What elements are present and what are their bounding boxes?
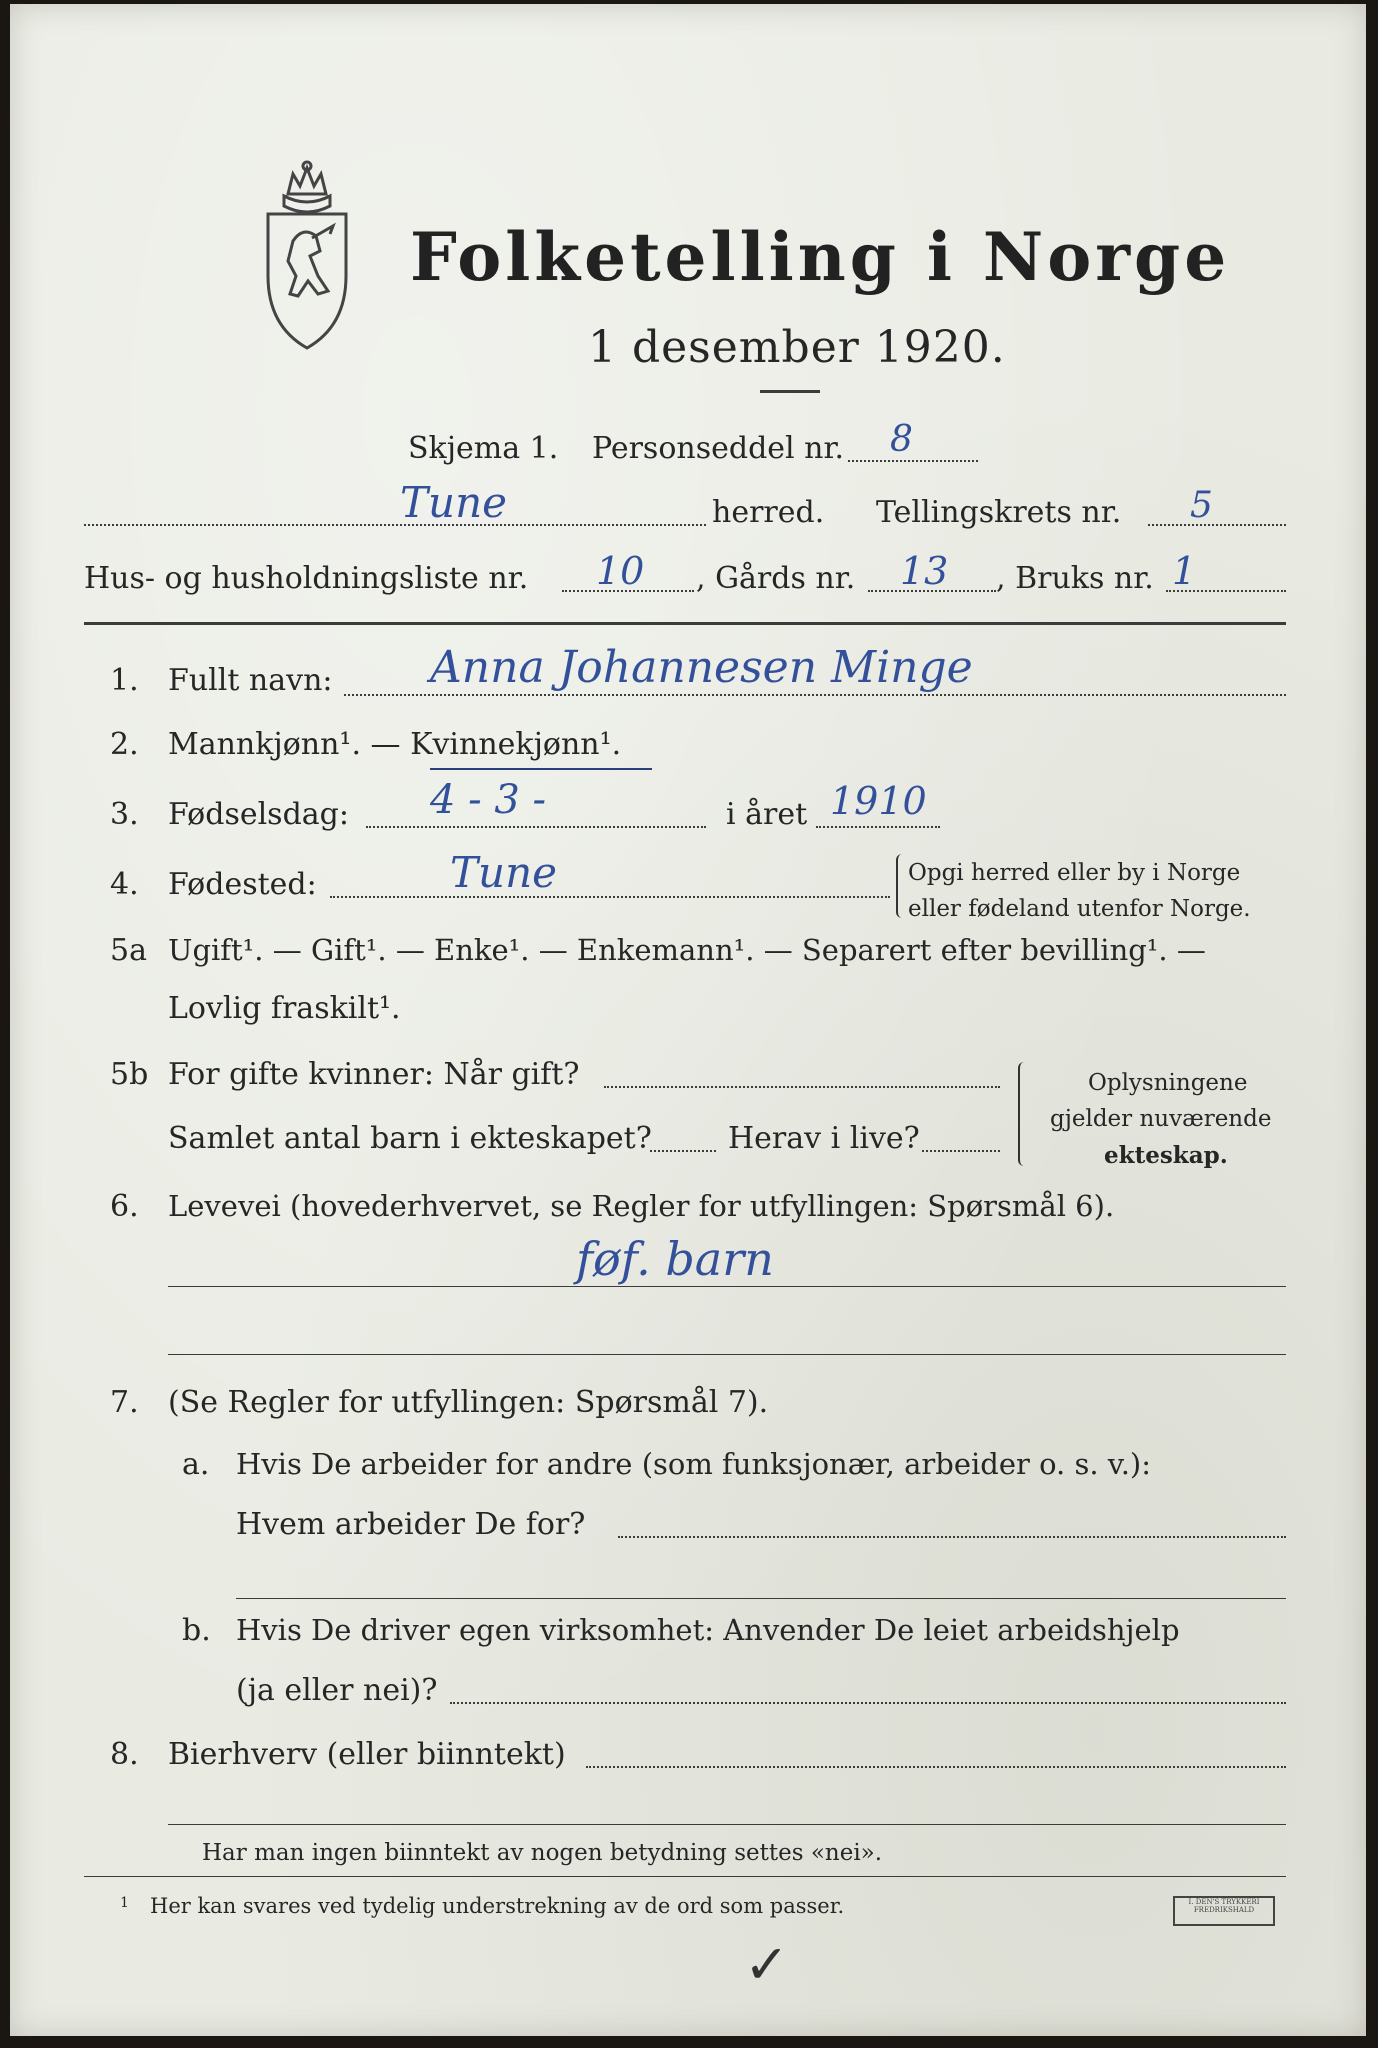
q7b-field-line [450,1702,1286,1704]
q7a-line-2: Hvem arbeider De for? [236,1507,586,1542]
printer-stamp: I. DEN'S TRYKKERI FREDRIKSHALD [1173,1896,1275,1926]
q8-label: Bierhverv (eller biinntekt) [168,1737,566,1772]
bruks-label: , Bruks nr. [996,561,1154,596]
q7b-letter: b. [182,1613,211,1648]
q4-number: 4. [110,867,139,902]
q5b-number: 5b [110,1057,149,1092]
q3-number: 3. [110,797,139,832]
q8-extra-line [168,1824,1286,1825]
tellingskrets-field[interactable]: 5 [1190,485,1213,526]
q5b-married-field-line [604,1086,1000,1088]
birth-year-field[interactable]: 1910 [830,779,927,823]
footnote-divider [84,1876,1286,1877]
q4-field-line [330,896,890,898]
gards-field[interactable]: 13 [900,549,949,593]
norway-coat-of-arms-icon [248,156,366,356]
q3-year-field-line [816,826,940,828]
birth-date-field[interactable]: 4 - 3 - [430,777,547,823]
q5b-note-brace [1018,1062,1028,1166]
q5a-line-2: Lovlig fraskilt¹. [168,991,401,1026]
q5a-line-1: Ugift¹. — Gift¹. — Enke¹. — Enkemann¹. — Separert efter bevilling¹. — [168,933,1206,967]
q1-label: Fullt navn: [168,663,333,698]
census-date: 1 desember 1920. [588,322,1006,373]
q5a-number: 5a [110,933,147,968]
tellingskrets-field-line [1148,524,1286,526]
q7a-extra-line [236,1598,1286,1599]
header-divider [84,622,1286,625]
q5b-alive-field-line [922,1150,1000,1152]
q7a-field-line [618,1536,1286,1538]
q7-label: (Se Regler for utfyllingen: Spørsmål 7). [168,1385,769,1420]
q7b-line-2: (ja eller nei)? [236,1673,438,1708]
personseddel-field-line [848,460,978,462]
footnote-text: Her kan svares ved tydelig understrekning av de ord som passer. [150,1894,845,1918]
schema-label: Skjema 1. [408,431,559,466]
q2-label: Mannkjønn¹. — Kvinnekjønn¹. [168,727,622,762]
bruks-field[interactable]: 1 [1172,549,1197,593]
birthplace-field[interactable]: Tune [450,848,557,897]
q7b-line-1: Hvis De driver egen virksomhet: Anvender De leiet arbeidshjelp [236,1613,1180,1647]
q1-number: 1. [110,663,139,698]
q7a-line-1: Hvis De arbeider for andre (som funksjonær, arbeider o. s. v.): [236,1447,1152,1481]
q4-label: Fødested: [168,867,317,902]
check-mark: ✓ [744,1933,790,1996]
herred-label: herred. [712,495,825,530]
q3-year-label: i året [726,797,808,832]
personseddel-label: Personseddel nr. [592,431,845,466]
footnote-mark: 1 [120,1895,129,1911]
q2-kvinnekjonn-underline [430,768,652,770]
q4-note-brace [896,854,906,918]
title-divider [760,390,820,393]
q7a-letter: a. [182,1447,210,1482]
q5b-children-field-line [650,1150,716,1152]
q6-line-1 [168,1286,1286,1287]
herred-field[interactable]: Tune [400,478,507,527]
q6-label: Levevei (hovederhvervet, se Regler for utfyllingen: Spørsmål 6). [168,1189,1115,1223]
census-form-page [10,4,1366,2036]
husliste-field[interactable]: 10 [596,549,645,593]
husliste-label: Hus- og husholdningsliste nr. [84,561,529,596]
q4-note-line-2: eller fødeland utenfor Norge. [908,896,1251,922]
q8-note: Har man ingen biinntekt av nogen betydning settes «nei». [202,1840,883,1866]
q3-field-line [366,826,706,828]
q5b-note-line-3: ekteskap. [1104,1142,1228,1169]
q5b-line-1: For gifte kvinner: Når gift? [168,1057,580,1092]
q5b-note-line-1: Oplysningene [1088,1070,1248,1096]
q8-field-line [586,1766,1286,1768]
q8-number: 8. [110,1737,139,1772]
q3-label: Fødselsdag: [168,797,349,832]
q5b-line-2: Samlet antal barn i ekteskapet? [168,1121,652,1156]
full-name-field[interactable]: Anna Johannesen Minge [430,642,973,693]
occupation-field[interactable]: føf. barn [576,1232,774,1286]
gards-label: , Gårds nr. [696,561,856,596]
q7-number: 7. [110,1385,139,1420]
tellingskrets-label: Tellingskrets nr. [876,495,1122,530]
form-title: Folketelling i Norge [410,218,1231,296]
personseddel-field[interactable]: 8 [890,419,913,460]
q6-number: 6. [110,1189,139,1224]
q5b-line-2b: Herav i live? [728,1121,920,1156]
herred-field-line [84,524,706,526]
q4-note-line-1: Opgi herred eller by i Norge [908,860,1241,886]
q2-number: 2. [110,727,139,762]
q1-field-line [344,694,1286,696]
q6-line-2 [168,1354,1286,1355]
q5b-note-line-2: gjelder nuværende [1050,1106,1272,1132]
